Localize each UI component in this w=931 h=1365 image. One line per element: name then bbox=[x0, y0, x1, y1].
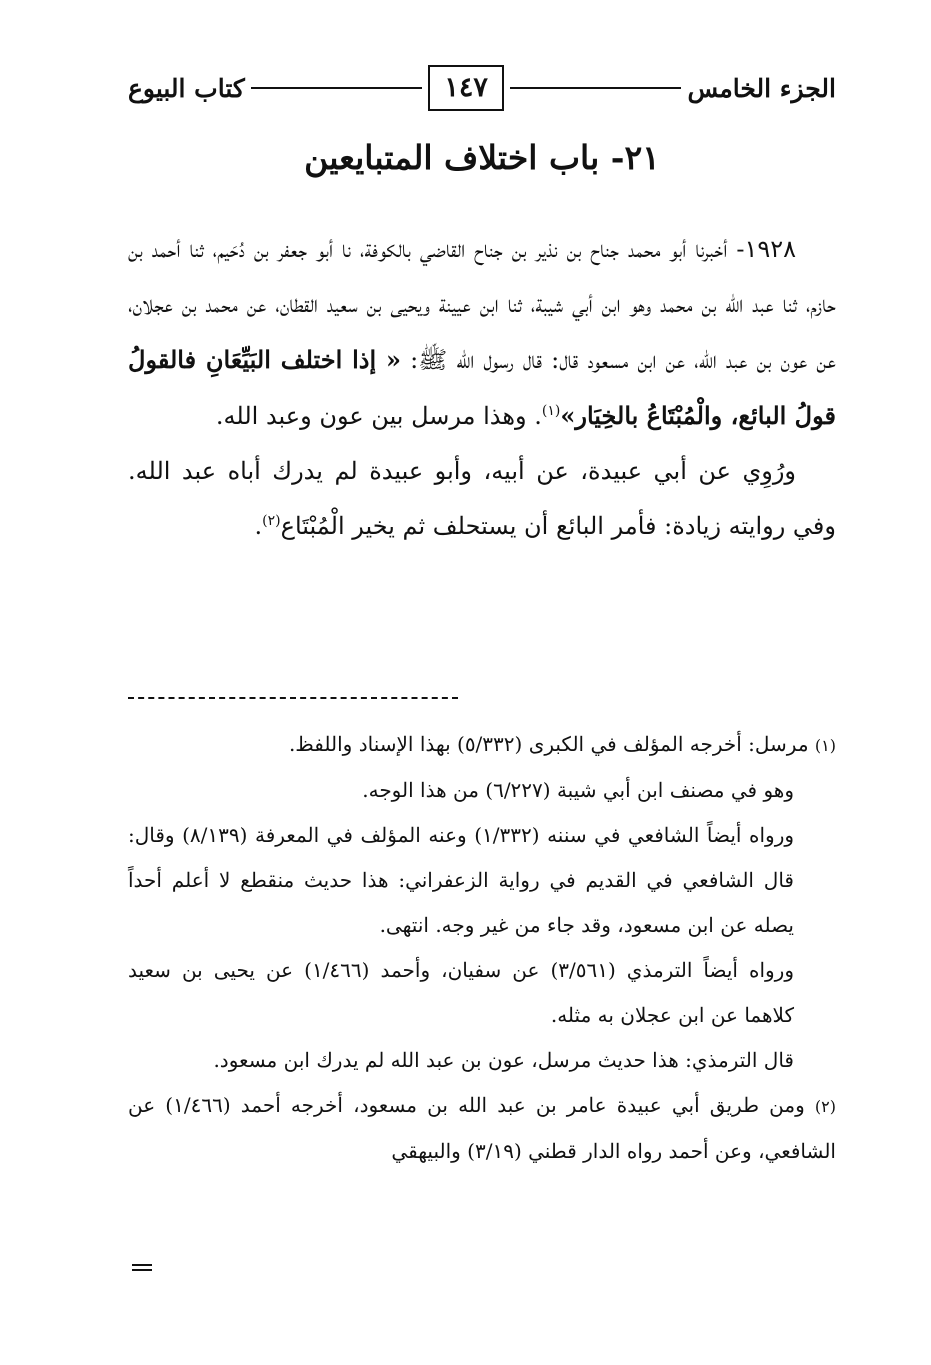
footnote-ref-1: (١) bbox=[541, 403, 561, 419]
paragraph-end: . bbox=[254, 512, 263, 540]
footnote-text: مرسل: أخرجه المؤلف في الكبرى (٥/٣٣٢) بهذا الإسناد واللفظ. bbox=[288, 732, 809, 756]
footnotes bbox=[128, 722, 836, 1174]
header-part-title: الجزء الخامس bbox=[687, 73, 836, 103]
footnote-1-line-5: قال الترمذي: هذا حديث مرسل، عون بن عبد الله لم يدرك ابن مسعود. bbox=[213, 1048, 794, 1072]
paragraph-abu-ubaida bbox=[128, 444, 836, 554]
footnote-1-line-4: ورواه أيضاً الترمذي (٣/٥٦١) عن سفيان، وأحمد (١/٤٦٦) عن يحيى بن سعيد كلاهما عن ابن عجلان به مثله. bbox=[128, 958, 794, 1027]
footnote-1-line-1 bbox=[128, 722, 836, 768]
running-header bbox=[128, 62, 836, 114]
footnote-divider-dashed bbox=[128, 697, 458, 699]
footnote-ref-2: (٢) bbox=[262, 513, 281, 529]
main-text bbox=[128, 222, 836, 554]
footnote-1-number: (١) bbox=[814, 736, 836, 755]
footnote-2 bbox=[128, 1083, 836, 1174]
continuation-mark bbox=[132, 1264, 152, 1271]
paragraph-hadith-1928 bbox=[128, 222, 836, 444]
hadith-quote: « إذا اختلف البَيِّعَانِ فالقولُ قولُ البائع، والْمُبْتَاعُ بالخِيَار» bbox=[128, 345, 836, 430]
header-rule-right bbox=[510, 87, 682, 89]
footnote-1-line-2: وهو في مصنف ابن أبي شيبة (٦/٢٢٧) من هذا الوجه. bbox=[362, 778, 794, 802]
paragraph-text: ١٩٢٨- أخبرنا أبو محمد جناح بن نذير بن جناح القاضي بالكوفة، نا أبو جعفر بن دُحَيم، ثنا أحمد بن حازم، ثنا عبد الله بن محمد وهو ابن أبي شيبة، ثنا ابن عيينة ويحيى بن سعيد القطان، عن محمد بن عجلان، عن عون بن عبد الله، عن ابن مسعود قال: قال رسول الله ﷺ: bbox=[128, 235, 836, 374]
paragraph-text-end: . وهذا مرسل بين عون وعبد الله. bbox=[215, 402, 542, 430]
chapter-title: ٢١- باب اختلاف المتبايعين bbox=[304, 138, 660, 177]
footnote-text: ومن طريق أبي عبيدة عامر بن عبد الله بن مسعود، أخرجه أحمد (١/٤٦٦) عن الشافعي، وعن أحمد رواه الدار قطني (٣/١٩) والبيهقي bbox=[128, 1093, 836, 1163]
paragraph-text: ورُوِي عن أبي عبيدة، عن أبيه، وأبو عبيدة لم يدرك أباه عبد الله. وفي روايته زيادة: فأمر البائع أن يستحلف ثم يخير الْمُبْتَاع bbox=[128, 457, 836, 540]
header-rule-left bbox=[251, 87, 423, 89]
footnote-1-line-3: ورواه أيضاً الشافعي في سننه (١/٣٣٢) وعنه المؤلف في المعرفة (٨/١٣٩) وقال: قال الشافعي في القديم في رواية الزعفراني: هذا حديث منقطع لا أعلم أحداً يصله عن ابن مسعود، وقد جاء من غير وجه. انتهى. bbox=[128, 823, 795, 937]
page-number: ١٤٧ bbox=[428, 65, 504, 111]
header-book-title: كتاب البيوع bbox=[127, 73, 245, 103]
footnote-2-number: (٢) bbox=[814, 1097, 836, 1116]
